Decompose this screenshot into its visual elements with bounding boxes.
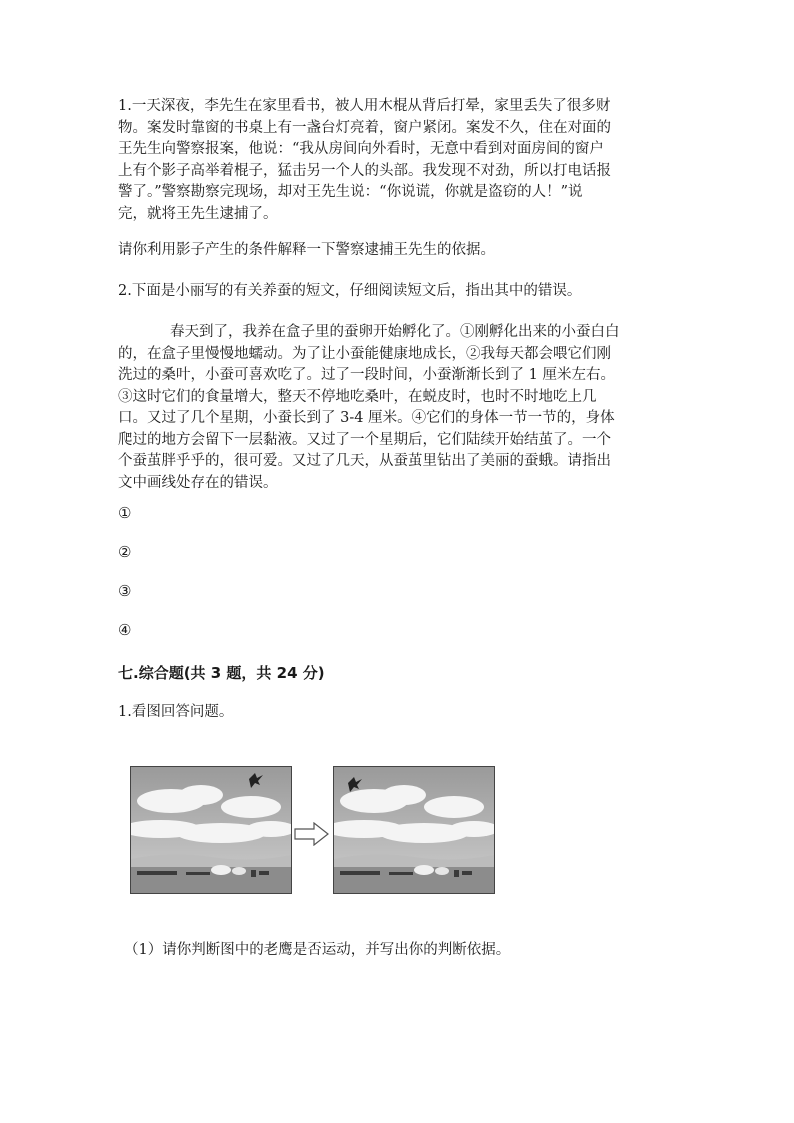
q2-line: 个蚕茧胖乎乎的，很可爱。又过了几天，从蚕茧里钻出了美丽的蚕蛾。请指出 xyxy=(118,453,611,469)
answer-marker-2: ② xyxy=(118,543,132,561)
scene-image-after xyxy=(333,766,495,894)
q2-line: 洗过的桑叶，小蚕可喜欢吃了。过了一段时间，小蚕渐渐长到了 1 厘米左右。 xyxy=(118,367,615,383)
q2-line: 爬过的地方会留下一层黏液。又过了一个星期后，它们陆续开始结茧了。一个 xyxy=(118,431,611,448)
q1-line: 1.一天深夜，李先生在家里看书，被人用木棍从背后打晕，家里丢失了很多财 xyxy=(118,98,611,114)
q1-passage xyxy=(118,96,678,225)
q2-line: 的，在盒子里慢慢地蠕动。为了让小蚕能健康地成长，②我每天都会喂它们刚 xyxy=(118,345,611,362)
answer-marker-1: ① xyxy=(118,504,132,522)
arrow-right-icon xyxy=(294,822,330,846)
q1-line: 王先生向警察报案，他说：“我从房间向外看时，无意中看到对面房间的窗户 xyxy=(118,141,604,157)
q2-line: 文中画线处存在的错误。 xyxy=(118,474,278,491)
s7-q1-title: 1.看图回答问题。 xyxy=(118,704,234,720)
q2-line: 口。又过了几个星期，小蚕长到了 3-4 厘米。④它们的身体一节一节的，身体 xyxy=(118,410,615,426)
q1-line: 上有个影子高举着棍子，猛击另一个人的头部。我发现不对劲，所以打电话报 xyxy=(118,162,611,179)
section-heading: 七.综合题(共 3 题，共 24 分) xyxy=(118,664,325,682)
q2-line: 春天到了，我养在盒子里的蚕卵开始孵化了。①刚孵化出来的小蚕白白 xyxy=(170,324,620,340)
q1-line: 物。案发时靠窗的书桌上有一盏台灯亮着，窗户紧闭。案发不久，住在对面的 xyxy=(118,119,611,136)
answer-marker-4: ④ xyxy=(118,621,132,639)
q1-line: 完，就将王先生逮捕了。 xyxy=(118,205,278,222)
s7-q1-sub: （1）请你判断图中的老鹰是否运动，并写出你的判断依据。 xyxy=(124,942,511,958)
q1-line: 警了。”警察勘察完现场，却对王先生说：“你说谎，你就是盗窃的人！”说 xyxy=(118,184,583,200)
q1-question: 请你利用影子产生的条件解释一下警察逮捕王先生的依据。 xyxy=(118,242,495,258)
answer-marker-3: ③ xyxy=(118,582,132,600)
q2-line: ③这时它们的食量增大，整天不停地吃桑叶，在蜕皮时，也时不时地吃上几 xyxy=(118,388,597,405)
q2-passage xyxy=(118,322,678,494)
q2-title: 2.下面是小丽写的有关养蚕的短文，仔细阅读短文后，指出其中的错误。 xyxy=(118,283,582,299)
scene-image-before xyxy=(130,766,292,894)
